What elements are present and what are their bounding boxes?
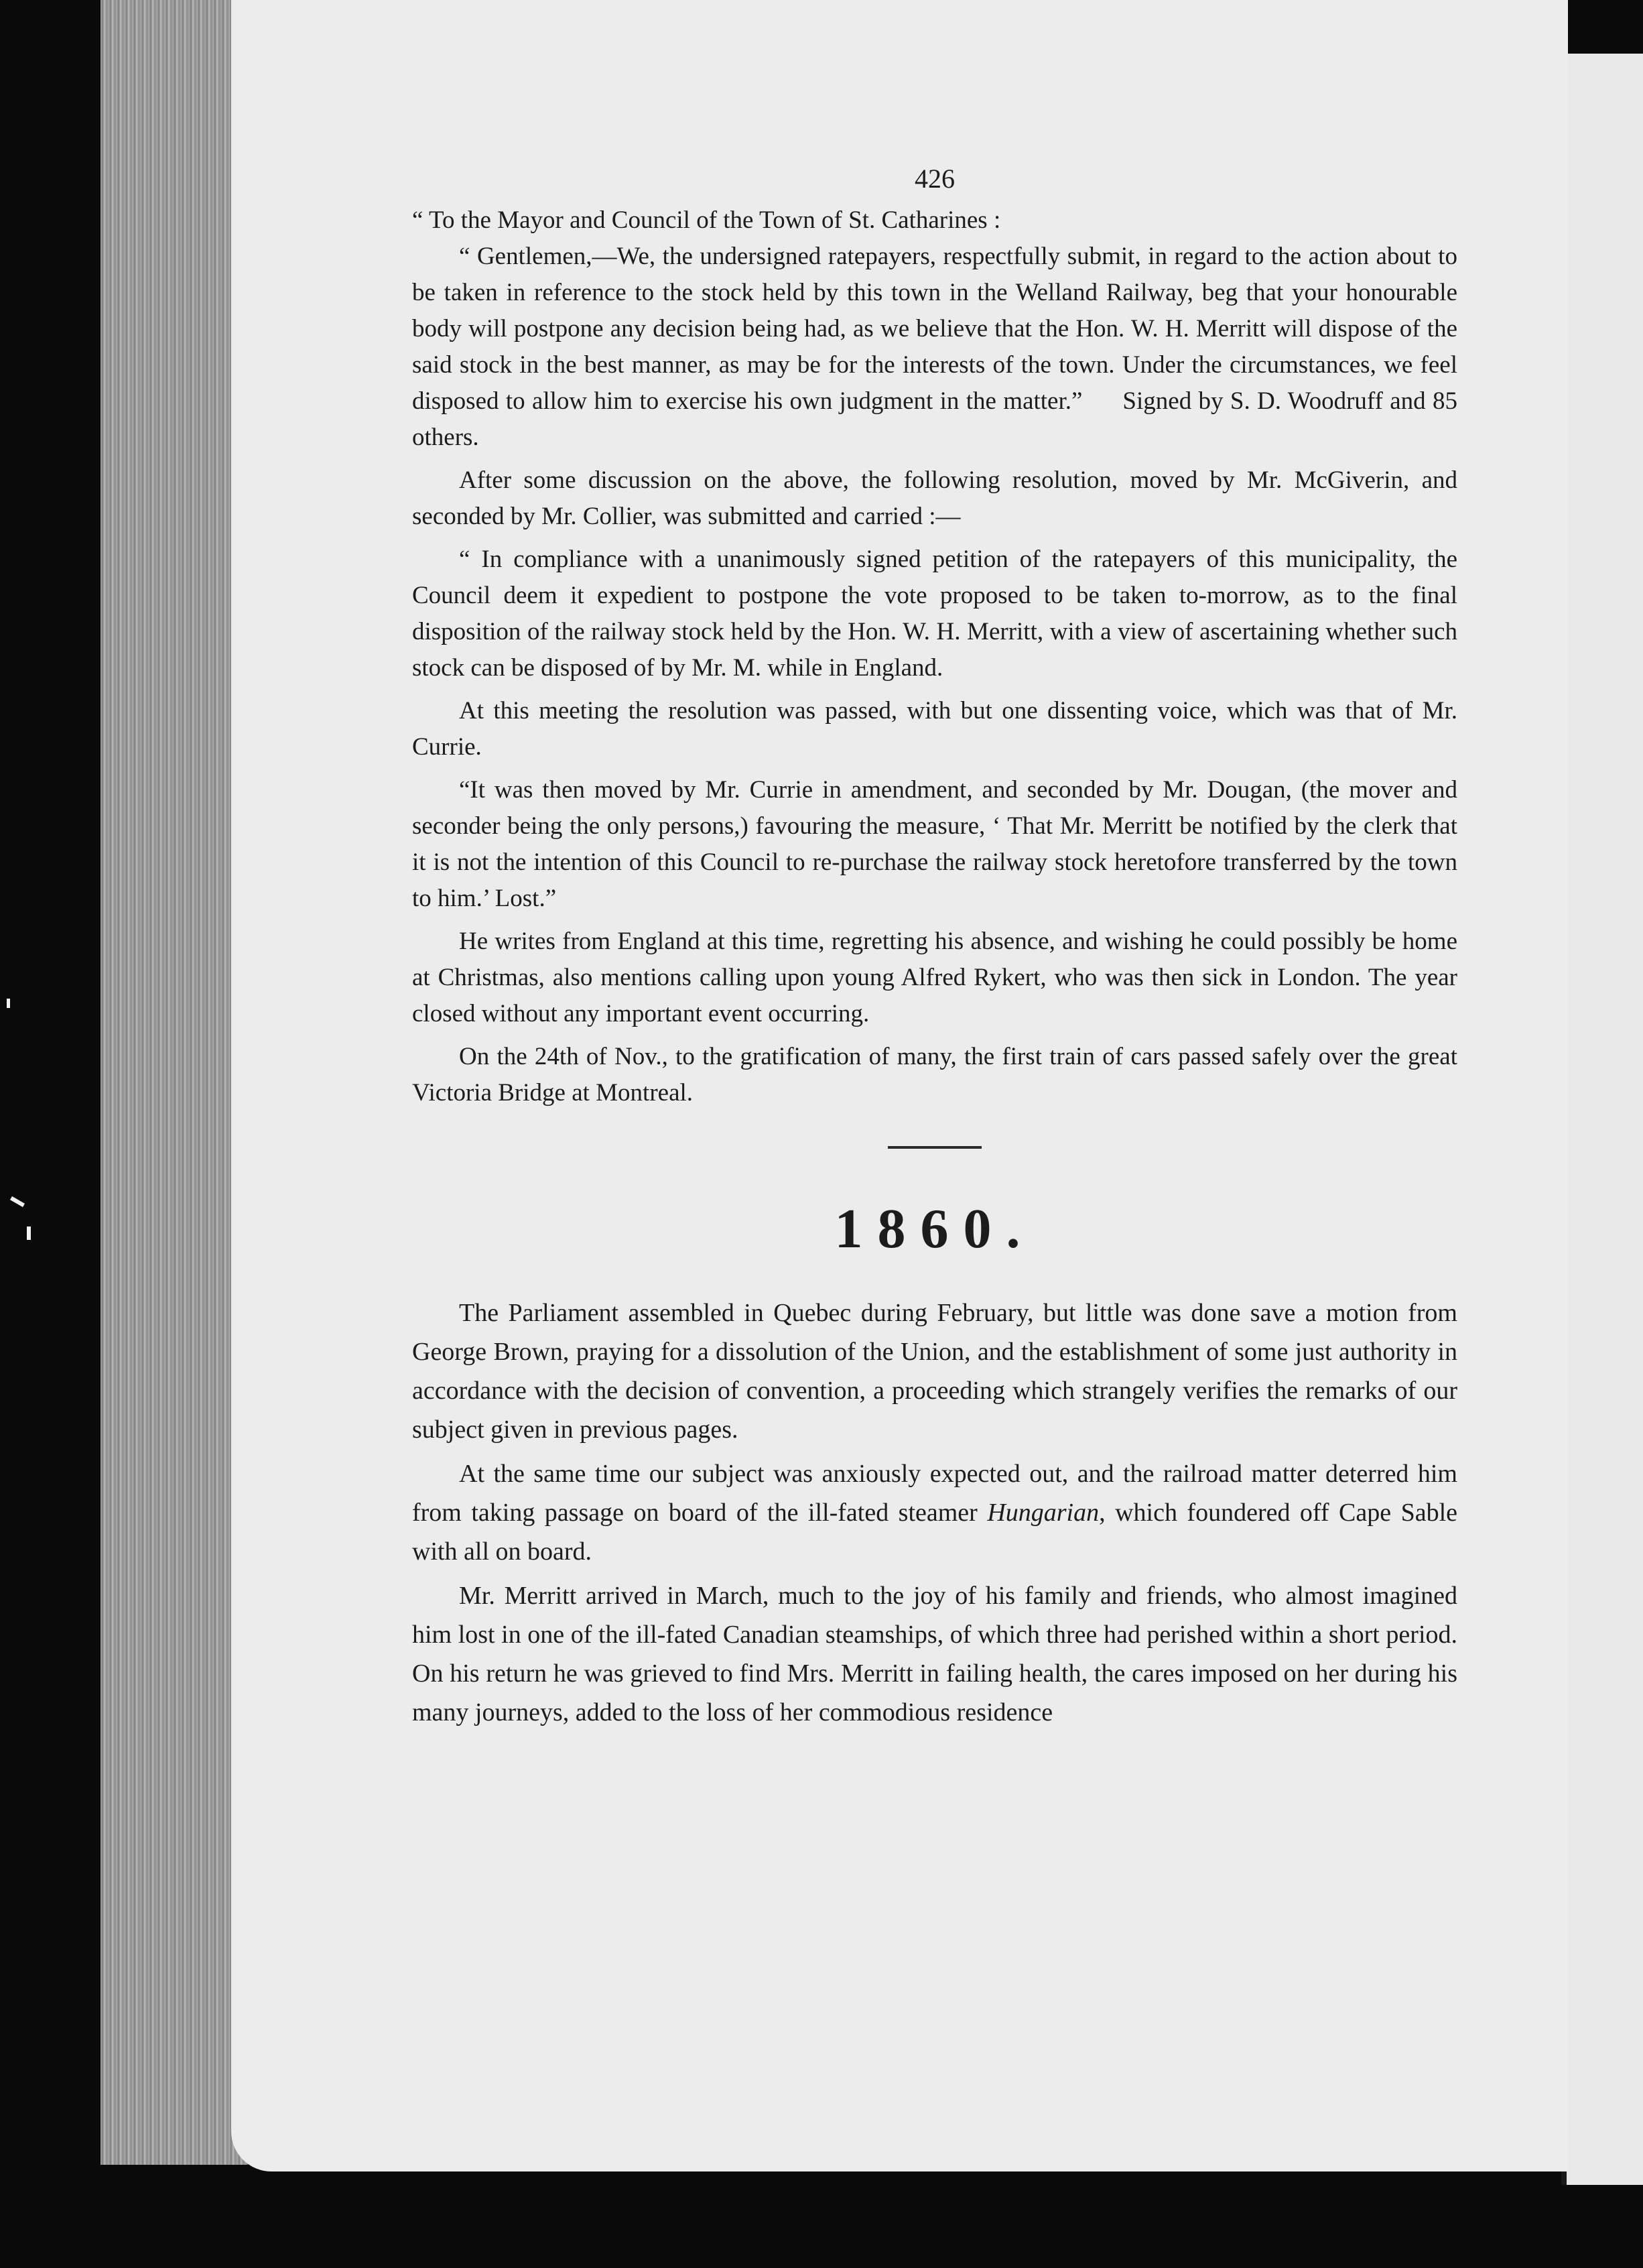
paragraph-resolution-intro: After some discussion on the above, the following resolution, moved by Mr. McGiverin, and seconded by Mr. Collier, was submitted and carried :— xyxy=(412,466,1457,530)
letter-body xyxy=(412,239,1457,456)
paragraph-victoria-bridge: On the 24th of Nov., to the gratification of many, the first train of cars passed safely over the great Victoria Bridge at Montreal. xyxy=(412,1043,1457,1107)
paragraph-hungarian-end: , which foundered off Cape Sable with all on board. xyxy=(412,1499,1458,1566)
paragraph-amendment: “It was then moved by Mr. Currie in amendment, and seconded by Mr. Dougan, (the mover and seconder being the only persons,) favouring the measure, ‘ That Mr. Merritt be notified by the clerk that it is not the intention of this Council to re-purchase the railway stock heretofore transferred by the town to him.’ Lost.” xyxy=(412,776,1457,912)
scan-speck xyxy=(10,1196,25,1207)
paragraph-merritt-return: Mr. Merritt arrived in March, much to the joy of his family and friends, who almost imagined him lost in one of the ill-fated Canadian steamships, of which three had perished within a short period. On his return he was grieved to find Mrs. Merritt in failing health, the cares imposed on her during his many journeys, added to the loss of her commodious residence xyxy=(412,1582,1457,1726)
paragraph-resolution-text: “ In compliance with a unanimously signed petition of the ratepayers of this municipality, the Council deem it expedient to postpone the vote proposed to be taken to-morrow, as to the final disposition of the railway stock held by the Hon. W. H. Merritt, with a view of ascertaining whether such stock can be disposed of by Mr. M. while in England. xyxy=(412,546,1457,682)
page-text xyxy=(412,161,1457,1737)
paragraph-resolution-passed: At this meeting the resolution was passed, with but one dissenting voice, which was that of Mr. Currie. xyxy=(412,697,1457,761)
facing-page-edge xyxy=(1561,54,1643,2185)
section-divider xyxy=(888,1146,982,1149)
paragraph-parliament: The Parliament assembled in Quebec during February, but little was done save a motion from George Brown, praying for a dissolution of the Union, and the establishment of some just authority in accordance with the decision of convention, a proceeding which strangely verifies the remarks of our subject given in previous pages. xyxy=(412,1299,1457,1444)
page-number: 426 xyxy=(915,164,955,194)
letter-body-text: “ Gentlemen,—We, the undersigned ratepayers, respectfully submit, in regard to the action about to be taken in reference to the stock held by this town in the Welland Railway, beg that your honourable body will postpone any decision being had, as we believe that the Hon. W. H. Merritt will dispose of the said stock in the best manner, as may be for the interests of the town. Under the circumstances, we feel disposed to allow him to exercise his own judgment in the matter.” xyxy=(412,243,1457,415)
letter-salutation: “ To the Mayor and Council of the Town of St. Catharines : xyxy=(412,206,1001,234)
paragraph-hungarian xyxy=(412,1454,1457,1571)
ship-name: Hungarian xyxy=(987,1499,1100,1527)
scan-speck xyxy=(27,1226,31,1240)
section-heading-1860: 1860. xyxy=(834,1198,1035,1260)
letter-signature: Signed by S. D. Woodruff and 85 others. xyxy=(412,387,1457,451)
paragraph-england-letter: He writes from England at this time, regretting his absence, and wishing he could possibly be home at Christmas, also mentions calling upon young Alfred Rykert, who was then sick in London. The year closed without any important event occurring. xyxy=(412,928,1457,1027)
paragraph-hungarian-start: At the same time our subject was anxiously expected out, and the railroad matter deterred him from taking passage on board of the ill-fated steamer xyxy=(412,1460,1457,1527)
scan-speck xyxy=(7,999,10,1008)
book-page-edges xyxy=(101,0,248,2165)
book-page xyxy=(231,0,1568,2171)
